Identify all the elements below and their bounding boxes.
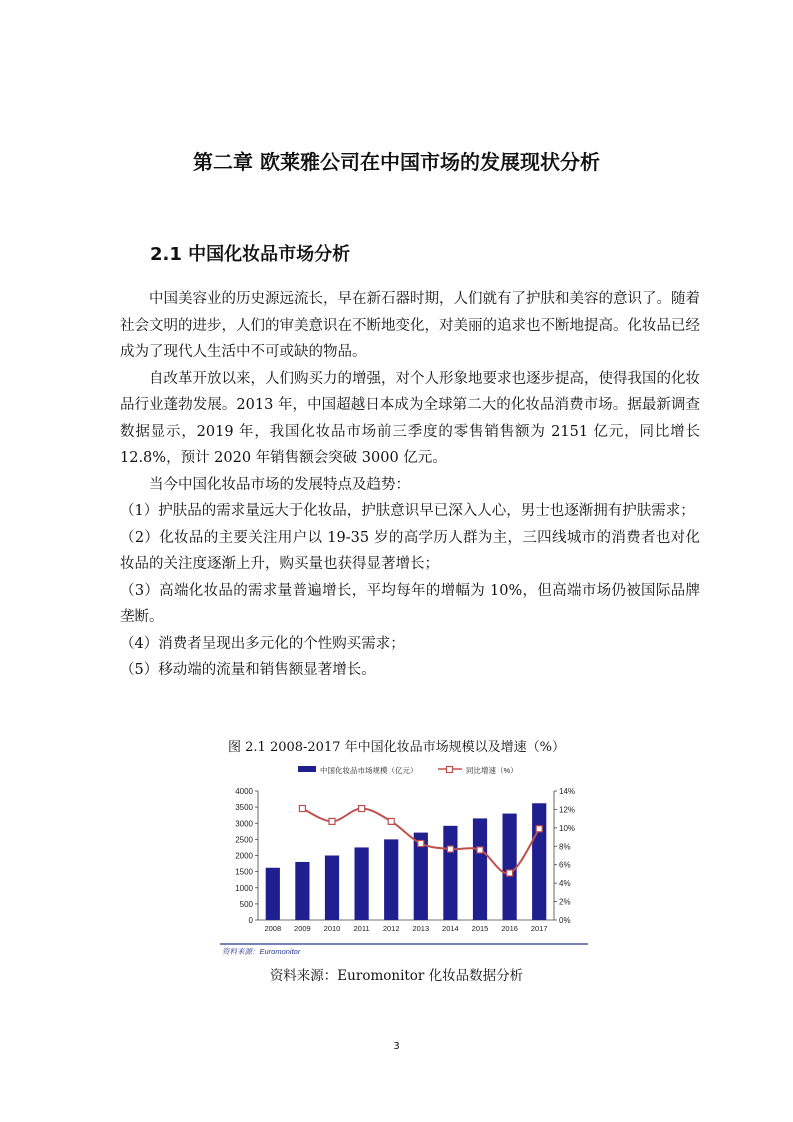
list-item: （1）护肤品的需求量远大于化妆品，护肤意识早已深入人心，男士也逐渐拥有护肤需求； bbox=[120, 503, 695, 519]
bar bbox=[502, 814, 516, 920]
right-tick-label: 8% bbox=[559, 842, 571, 852]
legend-line-label: 同比增速（%） bbox=[466, 766, 518, 775]
bar bbox=[443, 826, 457, 920]
growth-point bbox=[359, 806, 365, 812]
paragraph: 当今中国化妆品市场的发展特点及趋势： bbox=[149, 476, 410, 493]
growth-point bbox=[418, 841, 424, 847]
chart-source-note: 资料来源：Euromonitor bbox=[222, 947, 301, 956]
x-tick-label: 2011 bbox=[353, 924, 370, 933]
chapter-title: 第二章 欧莱雅公司在中国市场的发展现状分析 bbox=[193, 150, 600, 174]
right-tick-label: 12% bbox=[559, 805, 576, 815]
right-tick-label: 2% bbox=[559, 897, 571, 907]
right-tick-label: 14% bbox=[559, 787, 576, 796]
right-tick-label: 4% bbox=[559, 879, 571, 889]
growth-point bbox=[447, 846, 453, 852]
plot-area bbox=[235, 787, 575, 933]
bar bbox=[325, 856, 339, 921]
bar bbox=[384, 839, 398, 920]
x-tick-label: 2008 bbox=[264, 924, 282, 933]
legend-bar-label: 中国化妆品市场规模（亿元） bbox=[320, 766, 418, 775]
growth-point bbox=[507, 870, 513, 876]
growth-point bbox=[299, 806, 305, 812]
paragraph: 自改革开放以来，人们购买力的增强，对个人形象地要求也逐步提高，使得我国的化妆品行业蓬勃发展。2013 年，中国超越日本成为全球第二大的化妆品消费市场。据最新调查数据显示，2019 年，我国化妆品市场前三季度的零售销售额为 2151 亿元，同比增长 12.8%，预计 2020 年销售额会突破 3000 亿元。 bbox=[120, 370, 700, 466]
list-item: （4）消费者呈现出多元化的个性购买需求； bbox=[120, 635, 405, 652]
left-tick-label: 1000 bbox=[235, 883, 253, 893]
bar bbox=[532, 803, 546, 920]
right-tick-label: 10% bbox=[559, 823, 576, 833]
list-item: （2）化妆品的主要关注用户以 19-35 岁的高学历人群为主，三四线城市的消费者也对化妆品的关注度逐渐上升，购买量也获得显著增长； bbox=[120, 529, 700, 572]
left-tick-label: 0 bbox=[248, 916, 253, 925]
list-item: （3）高端化妆品的需求量普遍增长，平均每年的增幅为 10%，但高端市场仍被国际品牌垄断。 bbox=[120, 582, 700, 625]
bar bbox=[266, 868, 280, 920]
chart-legend bbox=[298, 765, 518, 775]
left-tick-label: 2500 bbox=[235, 835, 253, 845]
left-tick-label: 2000 bbox=[235, 851, 253, 861]
growth-point bbox=[388, 818, 394, 824]
page-number: 3 bbox=[393, 1041, 400, 1052]
left-tick-label: 3000 bbox=[235, 819, 253, 829]
bar bbox=[354, 847, 368, 920]
bar bbox=[473, 818, 487, 920]
bar bbox=[295, 862, 309, 920]
growth-point bbox=[536, 826, 542, 832]
growth-point bbox=[329, 818, 335, 824]
x-tick-label: 2012 bbox=[382, 924, 400, 933]
market-size-chart bbox=[218, 758, 588, 958]
x-tick-label: 2015 bbox=[471, 924, 489, 933]
right-tick-label: 6% bbox=[559, 860, 571, 870]
x-tick-label: 2016 bbox=[501, 924, 518, 933]
x-tick-label: 2009 bbox=[294, 924, 311, 933]
list-item: （5）移动端的流量和销售额显著增长。 bbox=[120, 662, 376, 678]
x-tick-label: 2017 bbox=[530, 924, 548, 933]
paragraph: 中国美容业的历史源远流长，早在新石器时期，人们就有了护肤和美容的意识了。随着社会文明的进步，人们的审美意识在不断地变化，对美丽的追求也不断地提高。化妆品已经成为了现代人生活中不可或缺的物品。 bbox=[120, 291, 700, 360]
legend-line-marker bbox=[447, 767, 453, 773]
source-line: 资料来源：Euromonitor 化妆品数据分析 bbox=[269, 968, 524, 984]
left-tick-label: 3500 bbox=[235, 803, 253, 813]
x-tick-label: 2010 bbox=[323, 924, 341, 933]
left-tick-label: 500 bbox=[239, 899, 253, 909]
left-tick-label: 1500 bbox=[235, 867, 253, 877]
section-title: 2.1 中国化妆品市场分析 bbox=[150, 244, 351, 265]
legend-bar-swatch bbox=[298, 766, 316, 772]
figure-caption: 图 2.1 2008-2017 年中国化妆品市场规模以及增速（%） bbox=[228, 740, 565, 755]
growth-point bbox=[477, 847, 483, 853]
left-tick-label: 4000 bbox=[235, 787, 253, 796]
x-tick-label: 2014 bbox=[442, 924, 459, 933]
right-tick-label: 0% bbox=[559, 916, 571, 925]
x-tick-label: 2013 bbox=[412, 924, 430, 933]
body-text bbox=[120, 286, 700, 684]
